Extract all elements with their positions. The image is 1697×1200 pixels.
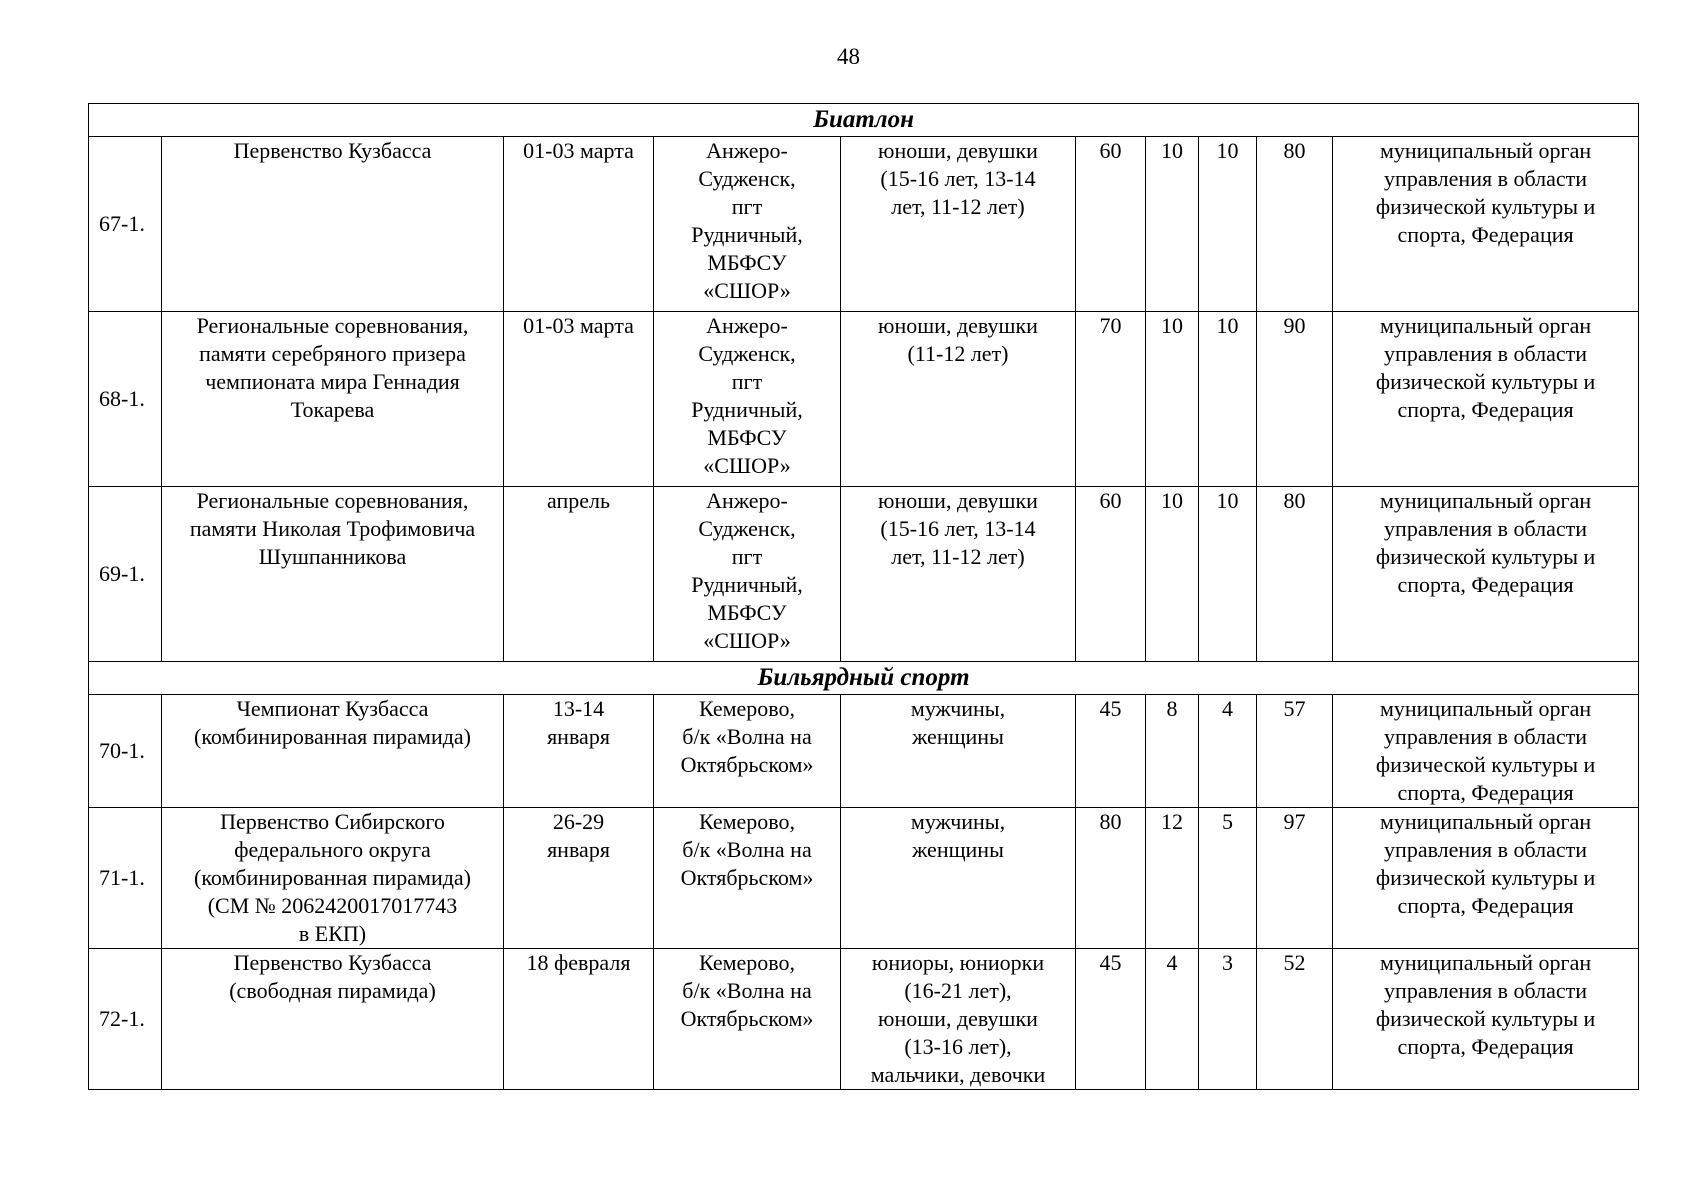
participants-line: юноши, девушки: [878, 488, 1038, 513]
schedule-body: [89, 104, 1639, 1090]
event-place-line: Октябрьском»: [680, 752, 814, 777]
organizer-cell: [1333, 487, 1639, 662]
event-name-line: Чемпионат Кузбасса: [236, 696, 429, 721]
participants-line: мужчины,: [910, 696, 1006, 721]
event-date-line: 01-03 марта: [523, 313, 634, 338]
event-place-line: Судженск,: [698, 341, 796, 366]
event-place-line: «СШОР»: [703, 628, 791, 653]
event-place-line: Октябрьском»: [680, 865, 814, 890]
participants-line: женщины: [912, 724, 1004, 749]
event-date-cell: [504, 487, 654, 662]
event-name-line: в ЕКП): [298, 921, 367, 946]
event-name-line: Токарева: [290, 397, 375, 422]
event-place-line: Анжеро-: [706, 488, 788, 513]
coaches-count-cell: 4: [1146, 949, 1199, 1090]
organizer-cell: [1333, 949, 1639, 1090]
event-place-cell: [654, 949, 841, 1090]
row-number-cell: 68-1.: [89, 312, 162, 487]
row-number-cell: 72-1.: [89, 949, 162, 1090]
event-place-line: Кемерово,: [698, 809, 796, 834]
total-count-cell: 57: [1257, 695, 1333, 808]
event-place-cell: [654, 695, 841, 808]
participants-cell: [841, 808, 1076, 949]
total-count-cell: 97: [1257, 808, 1333, 949]
event-date-line: 01-03 марта: [523, 138, 634, 163]
event-place-line: Судженск,: [698, 516, 796, 541]
event-place-line: «СШОР»: [703, 278, 791, 303]
event-date-line: января: [547, 837, 610, 862]
event-place-line: б/к «Волна на: [682, 978, 812, 1003]
event-date-cell: [504, 949, 654, 1090]
organizer-line: муниципальный орган: [1379, 950, 1592, 975]
organizer-line: спорта, Федерация: [1397, 1034, 1574, 1059]
total-count-cell: 52: [1257, 949, 1333, 1090]
event-name-cell: [162, 137, 504, 312]
event-name-line: (СМ № 2062420017017743: [207, 893, 458, 918]
participants-line: юноши, девушки: [878, 313, 1038, 338]
event-name-line: (комбинированная пирамида): [194, 724, 471, 749]
event-place-line: пгт: [731, 194, 763, 219]
row-number-cell: 70-1.: [89, 695, 162, 808]
event-name-cell: [162, 949, 504, 1090]
total-count-cell: 80: [1257, 137, 1333, 312]
event-place-line: Рудничный,: [691, 572, 803, 597]
organizer-line: физической культуры и: [1375, 752, 1596, 777]
event-place-line: Рудничный,: [691, 397, 803, 422]
participants-line: (11-12 лет): [907, 341, 1009, 366]
event-place-line: «СШОР»: [703, 453, 791, 478]
participants-line: юноши, девушки: [878, 1006, 1038, 1031]
event-place-line: МБФСУ: [707, 250, 787, 275]
event-name-cell: [162, 808, 504, 949]
organizer-line: физической культуры и: [1375, 544, 1596, 569]
participants-line: мужчины,: [910, 809, 1006, 834]
section-title: Биатлон: [89, 104, 1639, 137]
section-header: [89, 104, 1639, 137]
row-number-cell: 71-1.: [89, 808, 162, 949]
coaches-count-cell: 8: [1146, 695, 1199, 808]
organizer-line: муниципальный орган: [1379, 696, 1592, 721]
event-name-line: чемпионата мира Геннадия: [205, 369, 460, 394]
event-name-line: Региональные соревнования,: [196, 488, 469, 513]
participants-line: (13-16 лет),: [904, 1034, 1012, 1059]
judges-count-cell: 10: [1199, 312, 1257, 487]
organizer-line: спорта, Федерация: [1397, 397, 1574, 422]
organizer-line: муниципальный орган: [1379, 138, 1592, 163]
athletes-count-cell: 60: [1076, 487, 1146, 662]
event-place-line: б/к «Волна на: [682, 724, 812, 749]
participants-line: мальчики, девочки: [870, 1062, 1046, 1087]
event-name-line: Первенство Кузбасса: [233, 950, 432, 975]
athletes-count-cell: 70: [1076, 312, 1146, 487]
table-row: [89, 808, 1639, 949]
judges-count-cell: 4: [1199, 695, 1257, 808]
table-row: [89, 137, 1639, 312]
coaches-count-cell: 12: [1146, 808, 1199, 949]
athletes-count-cell: 45: [1076, 949, 1146, 1090]
organizer-line: физической культуры и: [1375, 194, 1596, 219]
event-name-cell: [162, 487, 504, 662]
organizer-line: управления в области: [1384, 516, 1588, 541]
table-row: [89, 487, 1639, 662]
judges-count-cell: 10: [1199, 137, 1257, 312]
judges-count-cell: 5: [1199, 808, 1257, 949]
event-date-line: 26-29: [552, 809, 605, 834]
coaches-count-cell: 10: [1146, 137, 1199, 312]
event-name-line: памяти серебряного призера: [199, 341, 466, 366]
row-number-cell: 67-1.: [89, 137, 162, 312]
event-name-line: памяти Николая Трофимовича: [189, 516, 476, 541]
organizer-line: муниципальный орган: [1379, 313, 1592, 338]
event-name-line: (свободная пирамида): [229, 978, 436, 1003]
event-name-line: Региональные соревнования,: [196, 313, 469, 338]
organizer-cell: [1333, 137, 1639, 312]
table-row: [89, 949, 1639, 1090]
event-date-line: января: [547, 724, 610, 749]
row-number-cell: 69-1.: [89, 487, 162, 662]
section-header: [89, 662, 1639, 695]
table-row: [89, 312, 1639, 487]
participants-cell: [841, 312, 1076, 487]
organizer-cell: [1333, 312, 1639, 487]
event-name-line: (комбинированная пирамида): [194, 865, 471, 890]
organizer-line: управления в области: [1384, 341, 1588, 366]
event-date-line: 13-14: [552, 696, 605, 721]
table-row: [89, 695, 1639, 808]
event-name-cell: [162, 695, 504, 808]
organizer-line: управления в области: [1384, 166, 1588, 191]
participants-line: юноши, девушки: [878, 138, 1038, 163]
total-count-cell: 80: [1257, 487, 1333, 662]
event-name-line: Шушпанникова: [258, 544, 407, 569]
event-name-line: Первенство Сибирского: [220, 809, 445, 834]
participants-line: лет, 11-12 лет): [891, 544, 1025, 569]
event-place-line: Анжеро-: [706, 138, 788, 163]
event-date-line: 18 февраля: [526, 950, 631, 975]
event-place-cell: [654, 808, 841, 949]
organizer-line: управления в области: [1384, 837, 1588, 862]
event-place-line: Кемерово,: [698, 696, 796, 721]
coaches-count-cell: 10: [1146, 312, 1199, 487]
athletes-count-cell: 60: [1076, 137, 1146, 312]
organizer-line: физической культуры и: [1375, 369, 1596, 394]
event-place-line: МБФСУ: [707, 425, 787, 450]
event-date-cell: [504, 312, 654, 487]
event-place-line: Октябрьском»: [680, 1006, 814, 1031]
organizer-line: спорта, Федерация: [1397, 780, 1574, 805]
event-place-line: Рудничный,: [691, 222, 803, 247]
total-count-cell: 90: [1257, 312, 1333, 487]
organizer-line: физической культуры и: [1375, 1006, 1596, 1031]
organizer-line: управления в области: [1384, 978, 1588, 1003]
coaches-count-cell: 10: [1146, 487, 1199, 662]
participants-line: (16-21 лет),: [904, 978, 1012, 1003]
event-place-cell: [654, 312, 841, 487]
participants-cell: [841, 695, 1076, 808]
organizer-line: физической культуры и: [1375, 865, 1596, 890]
participants-line: женщины: [912, 837, 1004, 862]
event-place-line: Судженск,: [698, 166, 796, 191]
organizer-cell: [1333, 808, 1639, 949]
organizer-line: спорта, Федерация: [1397, 572, 1574, 597]
event-date-line: апрель: [546, 488, 611, 513]
event-place-line: Кемерово,: [698, 950, 796, 975]
judges-count-cell: 3: [1199, 949, 1257, 1090]
participants-line: юниоры, юниорки: [871, 950, 1045, 975]
event-date-cell: [504, 808, 654, 949]
competition-schedule-table: [88, 103, 1639, 1090]
organizer-cell: [1333, 695, 1639, 808]
participants-cell: [841, 949, 1076, 1090]
event-place-line: МБФСУ: [707, 600, 787, 625]
organizer-line: управления в области: [1384, 724, 1588, 749]
event-date-cell: [504, 137, 654, 312]
event-name-line: федерального округа: [234, 837, 431, 862]
athletes-count-cell: 45: [1076, 695, 1146, 808]
section-title: Бильярдный спорт: [89, 662, 1639, 695]
event-place-cell: [654, 487, 841, 662]
event-place-cell: [654, 137, 841, 312]
participants-line: (15-16 лет, 13-14: [880, 166, 1036, 191]
event-place-line: Анжеро-: [706, 313, 788, 338]
organizer-line: спорта, Федерация: [1397, 222, 1574, 247]
event-name-cell: [162, 312, 504, 487]
event-place-line: пгт: [731, 544, 763, 569]
event-place-line: пгт: [731, 369, 763, 394]
page-number: 48: [837, 44, 860, 69]
event-place-line: б/к «Волна на: [682, 837, 812, 862]
event-name-line: Первенство Кузбасса: [233, 138, 432, 163]
organizer-line: муниципальный орган: [1379, 809, 1592, 834]
organizer-line: муниципальный орган: [1379, 488, 1592, 513]
participants-cell: [841, 487, 1076, 662]
judges-count-cell: 10: [1199, 487, 1257, 662]
event-date-cell: [504, 695, 654, 808]
participants-cell: [841, 137, 1076, 312]
participants-line: (15-16 лет, 13-14: [880, 516, 1036, 541]
athletes-count-cell: 80: [1076, 808, 1146, 949]
organizer-line: спорта, Федерация: [1397, 893, 1574, 918]
participants-line: лет, 11-12 лет): [891, 194, 1025, 219]
